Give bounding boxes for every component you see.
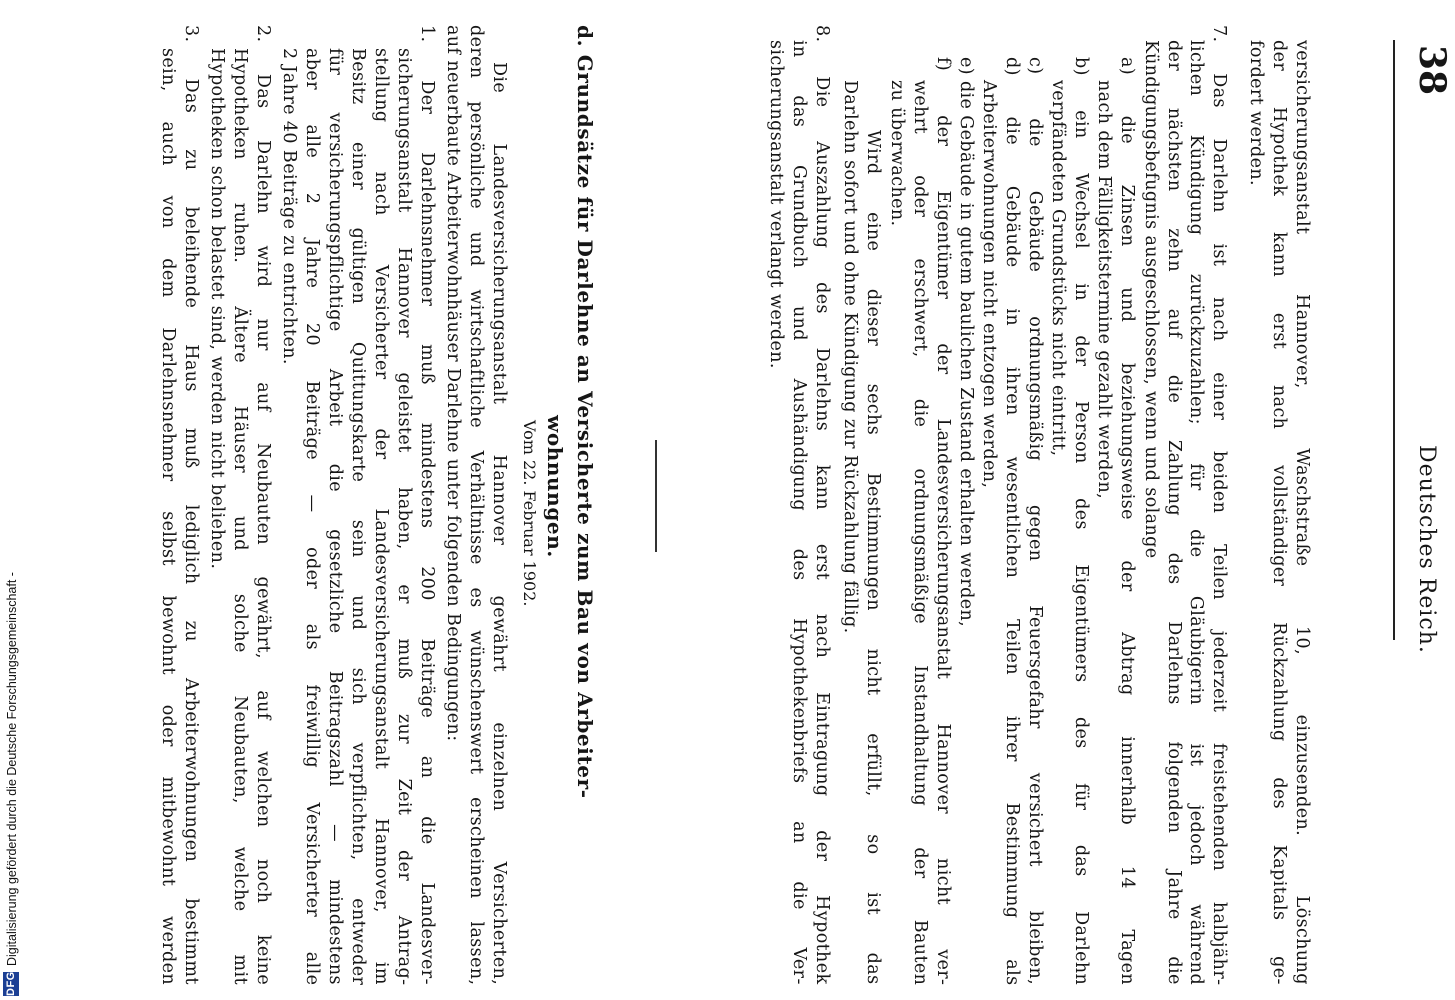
section-top-line: a) die Zinsen und beziehungsweise der Abtrag innerhalb 14 Tagen	[1117, 57, 1137, 986]
section-d-line: 3. Das zu beleihende Haus muß lediglich zu Arbeiterwohnungen bestimmt	[181, 25, 201, 985]
section-top-line: Kündigungsbefugnis ausgeschlossen, wenn und solange	[1141, 40, 1161, 559]
section-top-line: Arbeiterwohnungen nicht entzogen werden,	[979, 80, 999, 489]
section-top-line: e) die Gebäude in gutem baulichen Zustand erhalten werden,	[956, 57, 976, 628]
section-top-line: lichen Kündigung zurückzuzahlen; für die Gläubigerin ist jedoch während	[1186, 40, 1206, 986]
section-d-line: 2 Jahre 40 Beiträge zu entrichten.	[279, 48, 299, 365]
section-top-line: c) die Gebäude ordnungsmäßig gegen Feuersgefahr versichert bleiben,	[1025, 57, 1045, 986]
section-d-line: Hypotheken ruhen. Ältere Häuser und solche Neubauten, welche mit	[230, 48, 250, 985]
section-top-line: 8. Die Auszahlung des Darlehns kann erst nach Eintragung der Hypothek	[812, 25, 832, 985]
section-d-line: 2. Das Darlehn wird nur auf Neubauten gewährt, auf welchen noch keine	[253, 25, 273, 986]
section-top-line: Darlehn sofort und ohne Kündigung zur Rückzahlung fällig.	[840, 80, 860, 634]
section-top-line: Wird eine dieser sechs Bestimmungen nicht erfüllt, so ist das	[863, 130, 883, 985]
section-top-line: nach dem Fälligkeitstermine gezahlt werden,	[1094, 80, 1114, 500]
section-d-line: sicherungsanstalt Hannover geleistet haben, er muß zur Zeit der Antrag-	[394, 48, 414, 986]
section-d-line: aber alle 2 Jahre 20 Beiträge — oder als freiwillig Versicherter alle	[302, 48, 322, 986]
section-d-line: Besitz einer gültigen Quittungskarte sein und sich verpflichten, entweder	[348, 48, 368, 986]
section-top-line: versicherungsanstalt Hannover, Waschstraße 10, einzusenden. Löschung	[1292, 40, 1312, 985]
section-top-line: d) die Gebäude in ihren wesentlichen Teilen ihrer Bestimmung als	[1002, 57, 1022, 986]
section-top-line: verpfändeten Grundstücks nicht eintritt,	[1048, 80, 1068, 457]
section-top-line: sicherungsanstalt verlangt werden.	[766, 40, 786, 369]
header-rule	[1393, 40, 1395, 640]
footer-text: Digitalisierung gefördert durch die Deutsche Forschungsgemeinschaft -	[5, 572, 19, 966]
section-top-line: in das Grundbuch und Aushändigung des Hypothekenbriefs an die Ver-	[789, 40, 809, 985]
section-d-line: Hypotheken schon belastet sind, werden nicht beliehen.	[207, 48, 227, 570]
footer-strip	[0, 0, 24, 1000]
section-top-line: b) ein Wechsel in der Person des Eigentümers des für das Darlehn	[1071, 57, 1091, 986]
section-d-line: 1. Der Darlehnsnehmer muß mindestens 200 Beiträge an die Landesver-	[417, 25, 437, 985]
section-top-line: 7. Das Darlehn ist nach einer beiden Teilen jederzeit freistehenden halbjähr-	[1209, 25, 1229, 986]
section-top-line: fordert werden.	[1246, 40, 1266, 186]
section-heading-line1: d. Grundsätze für Darlehne an Versicherte zum Bau von Arbeiter-	[573, 25, 597, 799]
dfg-logo: DFG	[5, 971, 17, 996]
section-d-line: auf neuerbaute Arbeiterwohnhäuser Darlehne unter folgenden Bedingungen:	[443, 25, 463, 742]
page-number: 38	[1411, 45, 1453, 96]
section-top-line: zu überwachen.	[887, 80, 907, 227]
section-heading-line2: wohnungen.	[543, 415, 567, 558]
section-d-line: deren persönliche und wirtschaftliche Verhältnisse es wünschenswert erscheinen lassen,	[466, 25, 486, 986]
section-date: Vom 22. Februar 1902.	[520, 420, 539, 607]
section-separator	[655, 440, 657, 552]
running-head: Deutsches Reich.	[1414, 445, 1439, 654]
section-d-line: sein, auch von dem Darlehnsnehmer selbst bewohnt oder mitbewohnt werden	[158, 48, 178, 986]
section-top-line: f) der Eigentümer der Landesversicherungsanstalt Hannover nicht ver-	[933, 57, 953, 986]
section-d-line: Die Landesversicherungsanstalt Hannover gewährt einzelnen Versicherten,	[489, 62, 509, 986]
section-top-line: der nächsten zehn auf die Zahlung des Darlehns folgenden Jahre die	[1164, 40, 1184, 985]
section-d-line: für versicherungspflichtige Arbeit die gesetzliche Beitragszahl — mindestens	[325, 48, 345, 985]
section-d-line: stellung nach Versicherter der Landesversicherungsanstalt Hannover, im	[371, 48, 391, 985]
section-top-line: der Hypothek kann erst nach vollständiger Rückzahlung des Kapitals ge-	[1269, 40, 1289, 985]
section-top-line: wehrt oder erschwert, die ordnungsmäßige Instandhaltung der Bauten	[910, 80, 930, 986]
